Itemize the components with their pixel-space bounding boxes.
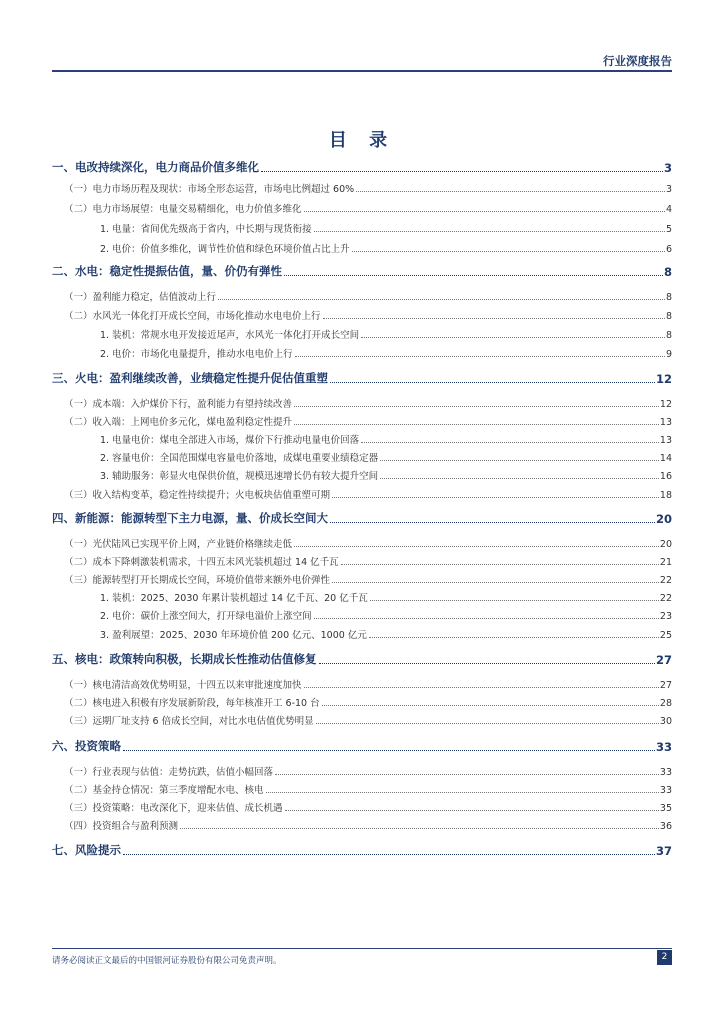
- toc-entry-title: 1. 电量：省间优先级高于省内，中长期与现货衔接: [100, 224, 312, 235]
- toc-entry-title: （一）盈利能力稳定，估值波动上行: [64, 292, 217, 303]
- toc-entry-title: 2. 电价：价值多维化，调节性价值和绿色环境价值占比上升: [100, 244, 350, 255]
- toc-entry-page: 25: [659, 630, 672, 641]
- toc-leader-dots: [294, 546, 659, 547]
- toc-entry-page: 33: [655, 740, 672, 754]
- toc-leader-dots: [261, 171, 663, 172]
- toc-leader-dots: [218, 299, 665, 300]
- toc-leader-dots: [341, 564, 659, 565]
- toc-entry-title: 1. 装机：2025、2030 年累计装机超过 14 亿千瓦、20 亿千瓦: [100, 593, 368, 604]
- toc-leader-dots: [352, 251, 665, 252]
- toc-entry-title: 1. 电量电价：煤电全部进入市场，煤价下行推动电量电价回落: [100, 435, 360, 446]
- toc-leader-dots: [304, 687, 659, 688]
- toc-subsection-entry[interactable]: [52, 241, 672, 255]
- toc-entry-title: （一）光伏陆风已实现平价上网，产业链价格继续走低: [64, 539, 293, 550]
- toc-entry-page: 30: [659, 716, 672, 727]
- toc-section-entry[interactable]: [52, 554, 672, 568]
- toc-entry-page: 8: [663, 265, 672, 279]
- toc-entry-title: 3. 辅助服务：彰显火电保供价值，规模迅速增长仍有较大提升空间: [100, 471, 379, 482]
- toc-entry-page: 35: [659, 803, 672, 814]
- disclaimer-note: 请务必阅读正文最后的中国银河证券股份有限公司免责声明。: [52, 956, 282, 966]
- toc-entry-title: 一、电改持续深化，电力商品价值多维化: [52, 160, 259, 174]
- toc-entry-title: （三）远期厂址支持 6 倍成长空间，对比水电估值优势明显: [64, 716, 314, 727]
- toc-entry-title: （二）收入端：上网电价多元化，煤电盈利稳定性提升: [64, 417, 293, 428]
- toc-leader-dots: [180, 828, 659, 829]
- toc-entry-title: （三）收入结构变革，稳定性持续提升；火电板块估值重塑可期: [64, 490, 331, 501]
- toc-entry-page: 22: [659, 575, 672, 586]
- toc-entry-page: 3: [663, 161, 672, 175]
- toc-subsection-entry[interactable]: [52, 450, 672, 464]
- toc-chapter-entry[interactable]: [52, 651, 672, 667]
- toc-section-entry[interactable]: [52, 764, 672, 778]
- toc-entry-page: 16: [659, 471, 672, 482]
- toc-leader-dots: [123, 750, 655, 751]
- toc-leader-dots: [314, 231, 665, 232]
- toc-section-entry[interactable]: [52, 536, 672, 550]
- toc-leader-dots: [275, 774, 659, 775]
- toc-entry-page: 8: [665, 330, 672, 341]
- toc-leader-dots: [380, 478, 659, 479]
- toc-entry-title: 2. 电价：碳价上涨空间大，打开绿电溢价上涨空间: [100, 611, 312, 622]
- toc-entry-page: 23: [659, 611, 672, 622]
- toc-leader-dots: [294, 424, 659, 425]
- toc-entry-title: （三）投资策略：电改深化下，迎来估值、成长机遇: [64, 803, 283, 814]
- toc-entry-title: 三、火电：盈利继续改善，业绩稳定性提升促估值重塑: [52, 371, 328, 385]
- toc-subsection-entry[interactable]: [52, 432, 672, 446]
- toc-entry-page: 8: [665, 292, 672, 303]
- toc-entry-page: 22: [659, 593, 672, 604]
- toc-leader-dots: [295, 356, 665, 357]
- toc-leader-dots: [266, 792, 659, 793]
- toc-leader-dots: [123, 854, 655, 855]
- toc-entry-title: 3. 盈利展望：2025、2030 年环境价值 200 亿元、1000 亿元: [100, 630, 367, 641]
- toc-chapter-entry[interactable]: [52, 370, 672, 386]
- toc-leader-dots: [332, 497, 659, 498]
- toc-entry-title: （一）成本端：入炉煤价下行，盈利能力有望持续改善: [64, 399, 293, 410]
- toc-subsection-entry[interactable]: [52, 346, 672, 360]
- toc-leader-dots: [316, 723, 659, 724]
- toc-entry-page: 13: [659, 435, 672, 446]
- toc-leader-dots: [285, 810, 659, 811]
- toc-entry-page: 6: [665, 244, 672, 255]
- toc-entry-page: 18: [659, 490, 672, 501]
- toc-chapter-entry[interactable]: [52, 738, 672, 754]
- footer-divider: [52, 948, 672, 949]
- toc-title: 目 录: [328, 130, 396, 151]
- toc-entry-title: 七、风险提示: [52, 843, 121, 857]
- toc-chapter-entry[interactable]: [52, 842, 672, 858]
- toc-entry-page: 13: [659, 417, 672, 428]
- toc-section-entry[interactable]: [52, 677, 672, 691]
- toc-entry-title: 2. 电价：市场化电量提升，推动水电电价上行: [100, 349, 293, 360]
- toc-section-entry[interactable]: [52, 695, 672, 709]
- toc-entry-page: 14: [659, 453, 672, 464]
- toc-subsection-entry[interactable]: [52, 608, 672, 622]
- toc-entry-page: 21: [659, 557, 672, 568]
- toc-section-entry[interactable]: [52, 800, 672, 814]
- toc-entry-page: 20: [659, 539, 672, 550]
- toc-subsection-entry[interactable]: [52, 590, 672, 604]
- toc-entry-page: 8: [665, 311, 672, 322]
- toc-subsection-entry[interactable]: [52, 468, 672, 482]
- toc-leader-dots: [323, 318, 665, 319]
- toc-subsection-entry[interactable]: [52, 327, 672, 341]
- toc-leader-dots: [361, 337, 665, 338]
- toc-leader-dots: [319, 663, 655, 664]
- toc-entry-page: 3: [665, 184, 672, 195]
- report-type-label: 行业深度报告: [603, 54, 672, 68]
- toc-subsection-entry[interactable]: [52, 627, 672, 641]
- toc-entry-title: 五、核电：政策转向积极，长期成长性推动估值修复: [52, 652, 317, 666]
- toc-leader-dots: [361, 442, 659, 443]
- header-divider: [52, 70, 672, 72]
- toc-section-entry[interactable]: [52, 396, 672, 410]
- toc-section-entry[interactable]: [52, 289, 672, 303]
- toc-entry-page: 12: [659, 399, 672, 410]
- toc-section-entry[interactable]: [52, 181, 672, 195]
- toc-entry-page: 4: [665, 204, 672, 215]
- toc-entry-page: 33: [659, 785, 672, 796]
- toc-leader-dots: [380, 460, 659, 461]
- toc-leader-dots: [330, 382, 655, 383]
- toc-entry-page: 12: [655, 372, 672, 386]
- toc-entry-title: （三）能源转型打开长期成长空间，环境价值带来额外电价弹性: [64, 575, 331, 586]
- toc-entry-title: （二）水风光一体化打开成长空间，市场化推动水电电价上行: [64, 311, 321, 322]
- toc-section-entry[interactable]: [52, 713, 672, 727]
- toc-subsection-entry[interactable]: [52, 221, 672, 235]
- toc-leader-dots: [370, 600, 659, 601]
- toc-entry-title: （一）核电清洁高效优势明显，十四五以来审批速度加快: [64, 680, 302, 691]
- toc-leader-dots: [314, 618, 659, 619]
- toc-leader-dots: [356, 191, 665, 192]
- toc-entry-page: 9: [665, 349, 672, 360]
- toc-entry-title: 二、水电：稳定性提振估值，量、价仍有弹性: [52, 264, 282, 278]
- toc-entry-title: 四、新能源：能源转型下主力电源，量、价成长空间大: [52, 511, 328, 525]
- toc-entry-title: 1. 装机：常规水电开发接近尾声，水风光一体化打开成长空间: [100, 330, 360, 341]
- toc-entry-page: 5: [665, 224, 672, 235]
- toc-leader-dots: [304, 211, 665, 212]
- toc-entry-page: 27: [655, 653, 672, 667]
- toc-section-entry[interactable]: [52, 818, 672, 832]
- toc-entry-page: 28: [659, 698, 672, 709]
- toc-leader-dots: [330, 522, 655, 523]
- toc-entry-page: 27: [659, 680, 672, 691]
- toc-entry-title: （二）核电进入积极有序发展新阶段，每年核准开工 6-10 台: [64, 698, 320, 709]
- page-number: 2: [657, 950, 672, 965]
- toc-entry-title: （二）成本下降刺激装机需求，十四五末风光装机超过 14 亿千瓦: [64, 557, 339, 568]
- toc-entry-title: 2. 容量电价：全国范围煤电容量电价落地，成煤电重要业绩稳定器: [100, 453, 379, 464]
- toc-leader-dots: [284, 275, 663, 276]
- toc-entry-page: 37: [655, 844, 672, 858]
- toc-entry-title: 六、投资策略: [52, 739, 121, 753]
- toc-leader-dots: [322, 705, 659, 706]
- toc-section-entry[interactable]: [52, 414, 672, 428]
- toc-section-entry[interactable]: [52, 487, 672, 501]
- toc-section-entry[interactable]: [52, 782, 672, 796]
- toc-chapter-entry[interactable]: [52, 510, 672, 526]
- toc-leader-dots: [332, 582, 659, 583]
- toc-entry-page: 33: [659, 767, 672, 778]
- toc-entry-title: （一）行业表现与估值：走势抗跌，估值小幅回落: [64, 767, 274, 778]
- toc-section-entry[interactable]: [52, 201, 672, 215]
- toc-entry-title: （二）电力市场展望：电量交易精细化，电力价值多维化: [64, 204, 302, 215]
- toc-entry-page: 36: [659, 821, 672, 832]
- toc-section-entry[interactable]: [52, 572, 672, 586]
- toc-chapter-entry[interactable]: [52, 263, 672, 279]
- toc-leader-dots: [369, 637, 659, 638]
- toc-leader-dots: [294, 406, 659, 407]
- toc-chapter-entry[interactable]: [52, 159, 672, 175]
- toc-entry-title: （二）基金持仓情况：第三季度增配水电、核电: [64, 785, 264, 796]
- toc-section-entry[interactable]: [52, 308, 672, 322]
- toc-entry-title: （四）投资组合与盈利预测: [64, 821, 179, 832]
- toc-entry-page: 20: [655, 512, 672, 526]
- toc-entry-title: （一）电力市场历程及现状：市场全形态运营，市场电比例超过 60%: [64, 184, 355, 195]
